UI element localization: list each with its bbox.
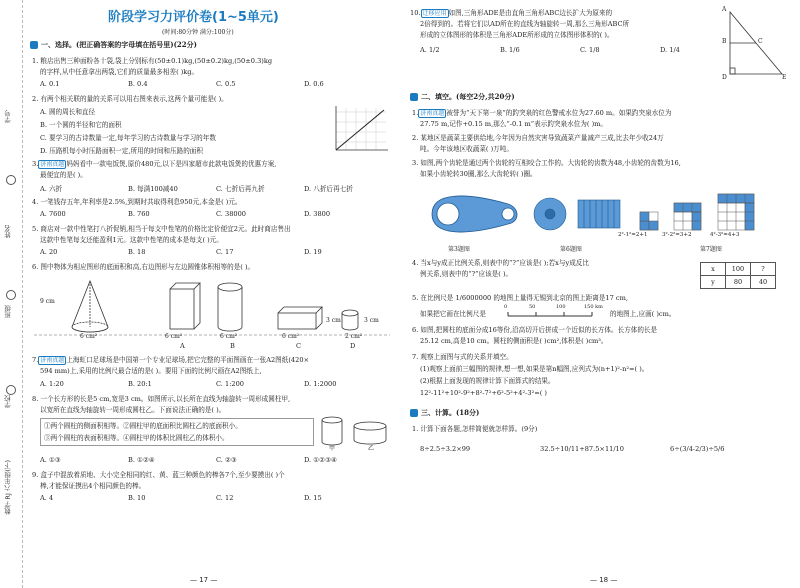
q8-option-c[interactable]: C. ②③: [216, 456, 237, 464]
q4-option-a[interactable]: A. 7600: [40, 210, 66, 218]
f7-line2: (1)观察上面前三幅图的规律,想一想,如果是第n幅图,应列式为(n+1)²-n²=( )。: [420, 365, 649, 373]
f5-line2: 如果把它画在比例尺是: [420, 310, 486, 318]
binding-hole-icon: [6, 175, 16, 185]
q6-cone-height: 9 cm: [40, 298, 55, 305]
f1-line2: 27.75 m,记作+0.15 m,那么“-0.1 m”表示趵突泉水位为( )m。: [420, 120, 607, 128]
q10-label-d: D: [722, 74, 727, 81]
q10-line1: 10. 迁移应用 如图,三角形ADE是由直角三角形ABC边长扩大为原来的: [410, 9, 613, 17]
f5-scale-150: 150 km: [584, 304, 603, 310]
f5-line3: 的地图上,应画( )cm。: [610, 310, 676, 318]
q5-option-d[interactable]: D. 19: [304, 248, 322, 256]
q10-line3: 形成的立体图形的体积是三角形ADE所形成的立体图形体积的( )。: [420, 31, 614, 39]
q7-source-tag: 济南真题: [40, 357, 65, 364]
q10-label-b: B: [722, 38, 727, 45]
q5-option-b[interactable]: B. 18: [128, 248, 146, 256]
q6-option-b[interactable]: B: [230, 342, 235, 350]
q2-option-c[interactable]: C. 要学习的古诗数量一定,每年学习的古诗数量与学习的年数: [40, 134, 216, 142]
q6-c-height: 3 cm: [326, 317, 341, 324]
q6-cone-base: 6 cm²: [80, 333, 98, 340]
q1-option-d[interactable]: D. 0.6: [304, 80, 324, 88]
q9-option-a[interactable]: A. 4: [40, 494, 54, 502]
q5-line2: 这款中性笔每支还能盈利1元。这款中性笔的成本是每支( )元。: [40, 236, 223, 244]
q10-label-c: C: [758, 38, 763, 45]
f3-line1: 3. 如图,两个齿轮是通过两个齿轮的互相咬合工作的。大齿轮的齿数为48,小齿轮的齿数为16,: [412, 159, 681, 167]
q3-source-tag: 济南真题: [40, 161, 65, 168]
section-marker-icon: [410, 93, 418, 101]
q10-option-a[interactable]: A. 1/2: [420, 46, 440, 54]
q4-line1: 4. 一笔钱存五年,年利率是2.5%,到期时共取得利息950元,本金是( )元。: [32, 198, 242, 206]
q7-option-b[interactable]: B. 20:1: [128, 380, 152, 388]
f6-line2: 25.12 cm,高是10 cm。圆柱的侧面积是( )cm²,体积是( )cm³。: [420, 337, 608, 345]
fig7-caption: 第7题图: [700, 246, 722, 253]
f4-line1: 4. 当x与y成正比例关系,则表中的“?”应该是( );若x与y成反比: [412, 259, 589, 267]
q7-option-c[interactable]: C. 1:200: [216, 380, 245, 388]
q1-line2: 的字样,从中任意拿出两袋,它们的质量最多相差( )kg。: [40, 68, 199, 76]
q4-option-d[interactable]: D. 3800: [304, 210, 331, 218]
q9-line1: 9. 盒子中混放着质地、大小完全相同的红、黄、蓝三种颜色的棒各7个,至少要摸出( )个: [32, 471, 285, 479]
table-row: y 80 40: [701, 276, 776, 289]
spine-label-class: 班级: [4, 305, 12, 318]
q3-option-c[interactable]: C. 七折后再九折: [216, 185, 265, 193]
f2-line1: 2. 某地区是蔬菜主要供给地,今年因为自然灾害导致蔬菜产量减产三成,比去年少收24万: [412, 134, 664, 142]
q5-option-c[interactable]: C. 17: [216, 248, 234, 256]
q2-option-a[interactable]: A. 圆的周长和直径: [40, 108, 96, 116]
q9-option-c[interactable]: C. 12: [216, 494, 234, 502]
f7-line3: (2)根据上面发现的规律计算下面算式的结果。: [420, 377, 555, 385]
f6-line1: 6. 如图,把圆柱的底面分成16等份,沿高切开后拼成一个近似的长方体。长方体的长是: [412, 326, 658, 334]
q3-option-a[interactable]: A. 六折: [40, 185, 63, 193]
grid3-caption: 4²-3²=4+3: [710, 232, 740, 238]
q1-line1: 1. 粮店出售三种面粉各十袋,袋上分别标有(50±0.1)kg,(50±0.2)kg,(50±0.3)kg: [32, 57, 273, 65]
q6-d-base: 2 cm²: [345, 333, 363, 340]
q1-option-b[interactable]: B. 0.4: [128, 80, 148, 88]
q2-option-d[interactable]: D. 压路机每小时压路面积一定,所用的时间和压路的面积: [40, 147, 203, 155]
right-page: [400, 0, 800, 588]
q10-option-c[interactable]: C. 1/8: [580, 46, 600, 54]
q8-option-a[interactable]: A. ①③: [40, 456, 61, 464]
q1-option-a[interactable]: A. 0.1: [40, 80, 60, 88]
section-calc-heading: 三、计算。(18分): [410, 408, 479, 418]
q6-line1: 6. 图中物体为相应图形的底面积和高,右边图形与左边圆锥体积相等的是( )。: [32, 263, 255, 271]
q6-option-a[interactable]: A: [180, 342, 185, 350]
q7-line1: 7. 济南真题 上海虹口足球场是中国第一个专业足球场,把它完整的平面图画在一张A2图纸(420×: [32, 356, 310, 364]
grid2-caption: 3²-2²=3+2: [662, 232, 692, 238]
page-title: 阶段学习力评价卷(1~5单元): [108, 10, 279, 25]
q9-option-d[interactable]: D. 15: [304, 494, 322, 502]
table-row: x 100 ?: [701, 263, 776, 276]
q5-line1: 5. 商店对一款中性笔打八折促销,相当于每支中性笔的价格比定价便宜2元。此时商店售出: [32, 225, 291, 233]
q8-label-yi: 乙: [368, 445, 375, 452]
q10-source-tag: 迁移应用: [422, 10, 447, 17]
f5-scale-50: 50: [529, 304, 536, 310]
c1-item-3: 6÷(3/4-2/3)÷5/6: [670, 445, 725, 453]
q2-line1: 2. 有两个相关联的量的关系可以用右图来表示,这两个量可能是( )。: [32, 95, 228, 103]
q10-label-e: E: [782, 74, 787, 81]
spine-label-id: 学号: [4, 110, 12, 123]
c1-line1: 1. 计算下面各题,怎样简便就怎样算。(9分): [412, 425, 538, 433]
q8-option-d[interactable]: D. ①②③④: [304, 456, 337, 464]
q6-option-d[interactable]: D: [350, 342, 356, 350]
q9-line2: 棒,才能保证摸出4个相同颜色的棒。: [40, 482, 146, 490]
q3-line1: 3. 济南真题 妈妈看中一款电饭煲,原价480元,以下是四家超市此款电饭煲的优惠方案,: [32, 160, 277, 168]
q8-statement-1: ①两个圆柱的侧面积相等。②圆柱甲的底面积比圆柱乙的底面积小。: [44, 422, 242, 430]
section-marker-icon: [410, 409, 418, 417]
f7-line1: 7. 观察上面图与式的关系并填空。: [412, 353, 513, 361]
page-subtitle: (时间:80分钟 满分:100分): [162, 29, 234, 36]
f5-scale-0: 0: [504, 304, 508, 310]
q6-option-c[interactable]: C: [296, 342, 302, 350]
binding-hole-icon: [6, 385, 16, 395]
section-choice-heading: 一、选择。(把正确答案的字母填在括号里)(22分): [30, 40, 197, 50]
q8-statement-2: ③两个圆柱的表面积相等。④圆柱甲的体积比圆柱乙的体积小。: [44, 434, 229, 442]
f4-line2: 例关系,则表中的“?”应该是( )。: [420, 270, 513, 278]
grid1-caption: 2²-1²=2+1: [618, 232, 648, 238]
q6-d-height: 3 cm: [364, 317, 379, 324]
f4-xy-table: [700, 262, 776, 289]
q6-b-base: 6 cm²: [220, 333, 238, 340]
f1-source-tag: 济南真题: [420, 110, 445, 117]
q10-triangles-figure: [720, 8, 790, 82]
q2-option-b[interactable]: B. 一个圆的半径和它的面积: [40, 121, 122, 129]
f3-line2: 如果小齿轮转30圈,那么大齿轮转( )圈。: [420, 170, 537, 178]
q6-a-base: 6 cm²: [165, 333, 183, 340]
f5-line1: 5. 在比例尺是 1/6000000 的地图上量得无锡到北京的图上距离是17 cm,: [412, 294, 628, 302]
page-number-left: — 17 —: [190, 576, 218, 584]
spine-label-name: 姓名: [4, 225, 12, 238]
q1-option-c[interactable]: C. 0.5: [216, 80, 236, 88]
q7-line2: 594 mm)上,采用的比例尺最合适的是( )。要用下面的比例尺画在A2图纸上,: [40, 367, 262, 375]
q5-option-a[interactable]: A. 20: [40, 248, 58, 256]
section-marker-icon: [30, 41, 38, 49]
q10-line2: 2倍得到的。若将它们以AD所在的直线为轴旋转一周,那么三角形ABC所: [420, 20, 630, 28]
q7-option-d[interactable]: D. 1:2000: [304, 380, 337, 388]
spine-label-school: 学校: [4, 395, 12, 408]
q6-c-base: 6 cm²: [282, 333, 300, 340]
q3-option-b[interactable]: B. 每满100减40: [128, 185, 178, 193]
fig6-caption: 第6题图: [560, 246, 582, 253]
f1-line1: 1. 济南真题 被誉为“天下第一泉”的趵突泉的红色警戒水位为27.60 m。如果趵突泉水位为: [412, 109, 672, 117]
q7-option-a[interactable]: A. 1:20: [40, 380, 64, 388]
q10-option-d[interactable]: D. 1/4: [660, 46, 680, 54]
section-fill-heading: 二、填空。(每空2分,共20分): [410, 92, 515, 102]
spine-label-book: 数学 RJ 六年级(下): [4, 460, 12, 515]
q9-option-b[interactable]: B. 10: [128, 494, 146, 502]
q8-line2: 以宽所在直线为轴旋转一周形成圆柱乙。下面说法正确的是( )。: [40, 406, 226, 414]
f5-scale-100: 100: [556, 304, 566, 310]
q4-option-b[interactable]: B. 760: [128, 210, 150, 218]
q3-option-d[interactable]: D. 八折后再七折: [304, 185, 353, 193]
q8-label-jia: 甲: [329, 445, 336, 452]
fig3-caption: 第3题图: [448, 246, 470, 253]
q2-line-graph: [330, 104, 392, 156]
f2-line2: 吨。今年该地区收蔬菜( )万吨。: [420, 145, 513, 153]
binding-hole-icon: [6, 290, 16, 300]
f7-line4: 12²-11²+10²-9²+8²-7²+6²-5²+4²-3²=( ): [420, 389, 547, 397]
q10-label-a: A: [722, 6, 727, 13]
q10-option-b[interactable]: B. 1/6: [500, 46, 520, 54]
binding-spine: [0, 0, 23, 588]
q8-option-b[interactable]: B. ①②④: [128, 456, 155, 464]
q3-line2: 最便宜的是( )。: [40, 171, 87, 179]
page-number-right: — 18 —: [590, 576, 618, 584]
q4-option-c[interactable]: C. 38000: [216, 210, 246, 218]
q8-line1: 8. 一个长方形的长是5 cm,宽是3 cm。如图所示,以长所在直线为轴旋转一周形成圆柱甲,: [32, 395, 291, 403]
c1-item-1: 8÷2.5÷3.2×99: [420, 445, 471, 453]
c1-item-2: 32.5÷10/11+87.5×11/10: [540, 445, 624, 453]
